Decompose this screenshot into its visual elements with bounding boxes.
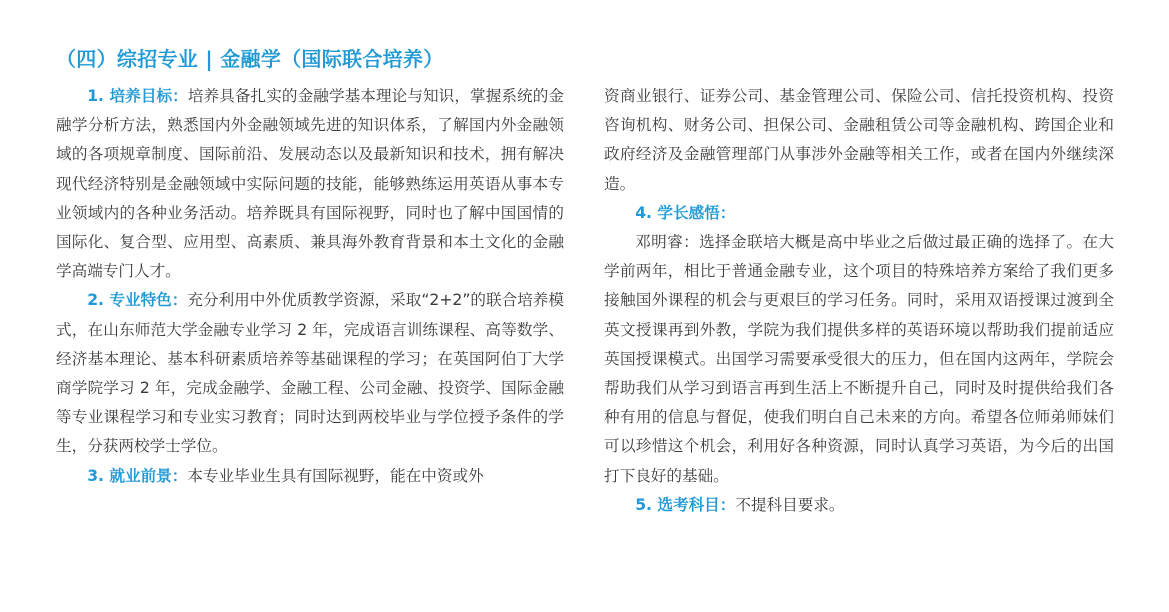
section-heading-program-features: 2. 专业特色：: [87, 291, 188, 310]
right-column: [604, 82, 1114, 520]
section-subject-requirements: [604, 491, 1114, 520]
page-title: （四）综招专业 | 金融学（国际联合培养）: [56, 47, 444, 71]
section-heading-testimonial: 4. 学长感悟：: [635, 203, 736, 222]
section-text-training-goals: 培养具备扎实的金融学基本理论与知识，掌握系统的金融学分析方法，熟悉国内外金融领域先进的知识体系，了解国内外金融领域的各项规章制度、国际前沿、发展动态以及最新知识和技术，拥有解决现代经济特别是金融领域中实际问题的技能，能够熟练运用英语从事本专业领域内的各种业务活动。培养既具有国际视野，同时也了解中国国情的国际化、复合型、应用型、高素质、兼具海外教育背景和本土文化的金融学高端专门人才。: [56, 87, 564, 281]
section-text-testimonial: 邓明睿：选择金联培大概是高中毕业之后做过最正确的选择了。在大学前两年，相比于普通金融专业，这个项目的特殊培养方案给了我们更多接触国外课程的机会与更艰巨的学习任务。同时，采用双语授课过渡到全英文授课再到外教，学院为我们提供多样的英语环境以帮助我们提前适应英国授课模式。出国学习需要承受很大的压力，但在国内这两年，学院会帮助我们从学习到语言再到生活上不断提升自己，同时及时提供给我们各种有用的信息与督促，使我们明白自己未来的方向。希望各位师弟师妹们可以珍惜这个机会，利用好各种资源，同时认真学习英语，为今后的出国打下良好的基础。: [604, 233, 1114, 485]
section-text-program-features: 充分利用中外优质教学资源，采取“2+2”的联合培养模式，在山东师范大学金融专业学习 2 年，完成语言训练课程、高等数学、经济基本理论、基本科研素质培养等基础课程的学习；在英国阿伯丁大学商学院学习 2 年，完成金融学、金融工程、公司金融、投资学、国际金融等专业课程学习和专业实习教育；同时达到两校毕业与学位授予条件的学生，分获两校学士学位。: [56, 291, 564, 456]
section-heading-career-prospects: 3. 就业前景：: [87, 466, 188, 485]
section-program-features: [56, 286, 564, 461]
left-column: [56, 82, 564, 491]
section-training-goals: [56, 82, 564, 286]
section-heading-subject-requirements: 5. 选考科目：: [635, 495, 736, 514]
section-text-career-prospects: 本专业毕业生具有国际视野，能在中资或外: [187, 466, 484, 485]
section-text-career-prospects-continued: 资商业银行、证券公司、基金管理公司、保险公司、信托投资机构、投资咨询机构、财务公司、担保公司、金融租赁公司等金融机构、跨国企业和政府经济及金融管理部门从事涉外金融等相关工作，或者在国内外继续深造。: [604, 87, 1114, 193]
section-heading-testimonial-line: [604, 199, 1114, 228]
section-text-subject-requirements: 不提科目要求。: [735, 495, 845, 514]
section-heading-training-goals: 1. 培养目标：: [87, 87, 188, 105]
section-career-prospects: [56, 462, 564, 491]
